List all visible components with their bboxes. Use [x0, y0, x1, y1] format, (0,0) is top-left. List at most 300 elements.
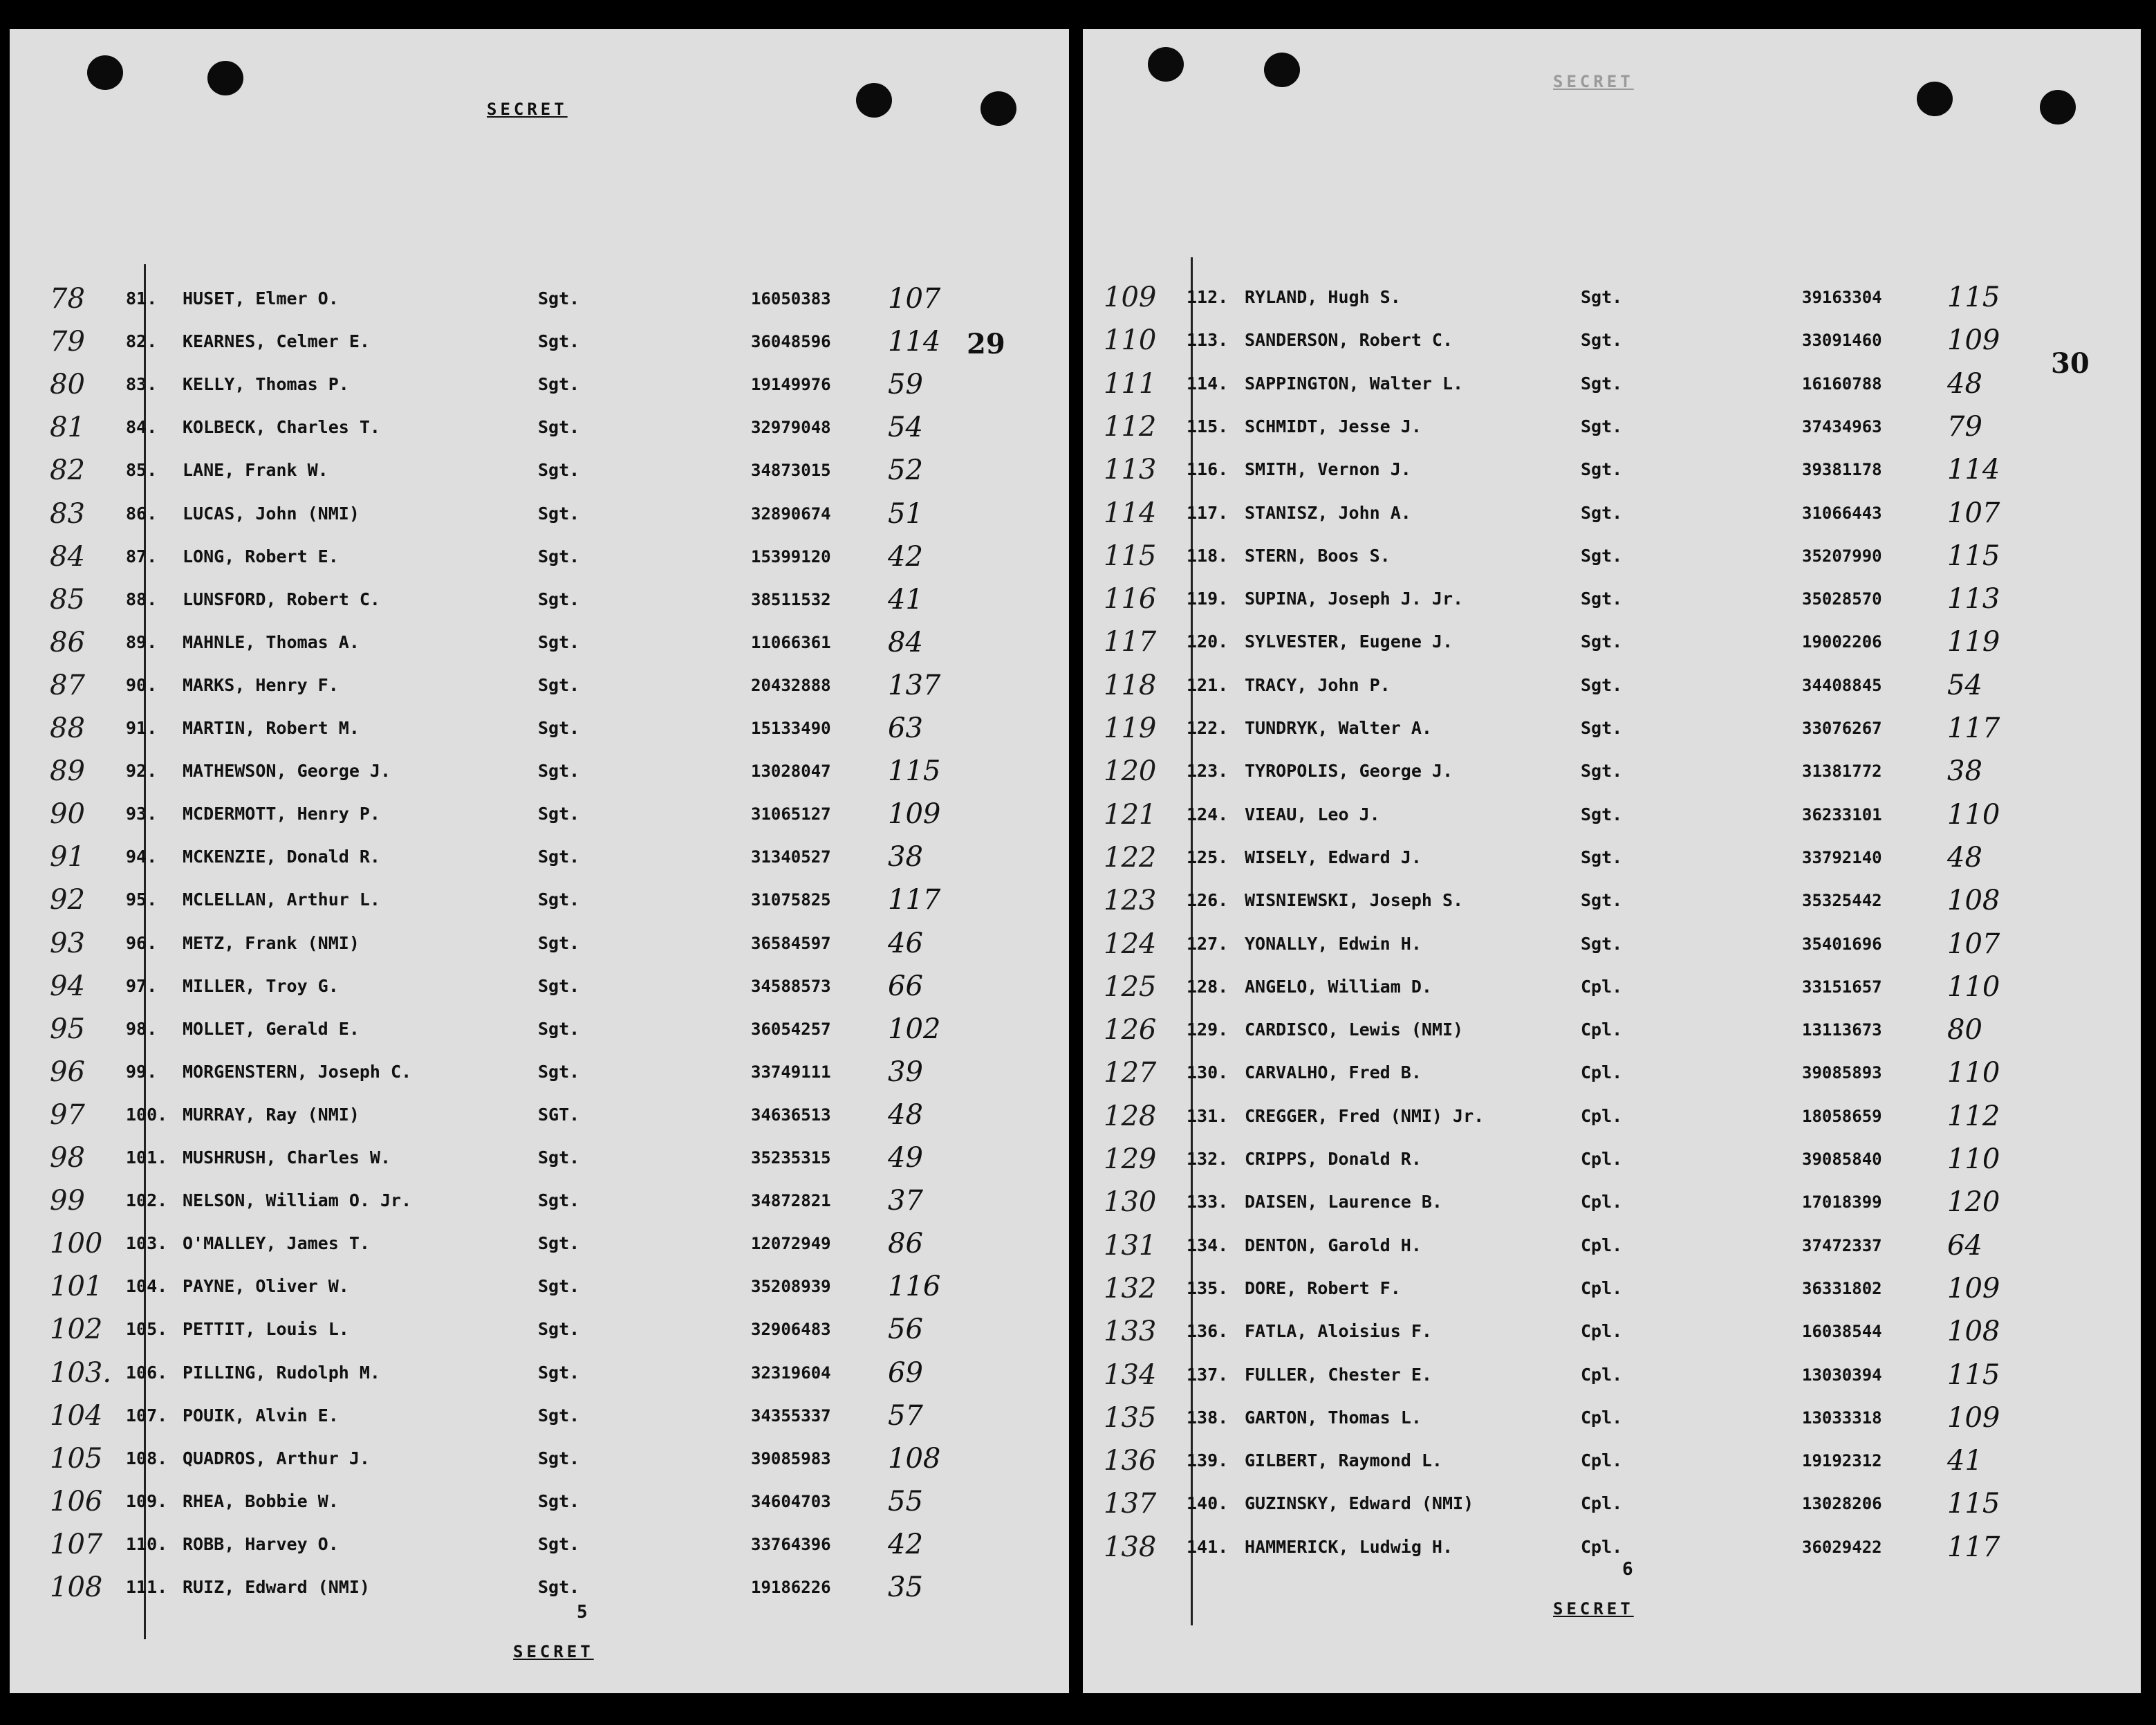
entry-number: 91. — [126, 718, 158, 738]
rank: Sgt. — [538, 718, 580, 738]
soldier-name: RYLAND, Hugh S. — [1245, 287, 1401, 307]
rank: Sgt. — [538, 889, 580, 910]
table-row — [10, 1270, 1069, 1303]
soldier-name: LANE, Frank W. — [183, 460, 328, 481]
entry-number: 88. — [126, 589, 158, 609]
handwritten-score: 119 — [1947, 626, 2000, 658]
rank: Sgt. — [538, 761, 580, 782]
rank: Sgt. — [538, 1405, 580, 1426]
handwritten-score: 38 — [888, 841, 923, 874]
table-row — [1083, 367, 2141, 400]
entry-number: 119. — [1187, 589, 1229, 609]
soldier-name: DORE, Robert F. — [1245, 1277, 1401, 1298]
serial-number: 35208939 — [751, 1277, 831, 1297]
handwritten-tally: 88 — [50, 712, 85, 744]
handwritten-score: 117 — [1947, 1531, 2000, 1563]
handwritten-score: 39 — [888, 1055, 923, 1088]
rank: Sgt. — [538, 546, 580, 566]
handwritten-tally: 109 — [1104, 282, 1157, 313]
entry-number: 95. — [126, 889, 158, 910]
table-row — [10, 583, 1069, 616]
handwritten-tally: 102 — [50, 1313, 103, 1346]
entry-number: 123. — [1187, 761, 1229, 782]
soldier-name: HAMMERICK, Ludwig H. — [1245, 1536, 1453, 1557]
table-row — [10, 411, 1069, 444]
soldier-name: ANGELO, William D. — [1245, 976, 1432, 997]
handwritten-score: 86 — [888, 1228, 923, 1260]
rank: Cpl. — [1581, 1536, 1623, 1557]
soldier-name: MUSHRUSH, Charles W. — [183, 1147, 391, 1168]
handwritten-tally: 112 — [1104, 410, 1157, 443]
table-row — [1083, 798, 2141, 831]
rank: Cpl. — [1581, 1493, 1623, 1514]
handwritten-score: 117 — [888, 884, 941, 916]
rank: Sgt. — [538, 847, 580, 867]
soldier-name: TUNDRYK, Walter A. — [1245, 718, 1432, 738]
soldier-name: WISNIEWSKI, Joseph S. — [1245, 890, 1464, 911]
handwritten-score: 52 — [888, 454, 923, 487]
serial-number: 32979048 — [751, 418, 831, 438]
soldier-name: PETTIT, Louis L. — [183, 1319, 349, 1340]
handwritten-tally: 106 — [50, 1485, 103, 1518]
rank: Sgt. — [538, 1577, 580, 1597]
serial-number: 33792140 — [1802, 847, 1882, 867]
serial-number: 38511532 — [751, 589, 831, 609]
handwritten-score: 48 — [1947, 367, 1982, 400]
handwritten-score: 42 — [888, 1528, 923, 1560]
entry-number: 96. — [126, 932, 158, 953]
table-row — [1083, 1444, 2141, 1477]
handwritten-score: 48 — [888, 1098, 923, 1131]
handwritten-score: 117 — [1947, 712, 2000, 744]
handwritten-score: 48 — [1947, 841, 1982, 874]
entry-number: 94. — [126, 847, 158, 867]
serial-number: 13028206 — [1802, 1494, 1882, 1514]
entry-number: 132. — [1187, 1149, 1229, 1169]
table-row — [10, 712, 1069, 745]
serial-number: 34355337 — [751, 1405, 831, 1426]
entry-number: 105. — [126, 1319, 168, 1340]
soldier-name: FATLA, Aloisius F. — [1245, 1321, 1432, 1342]
handwritten-tally: 129 — [1104, 1143, 1157, 1175]
table-row — [1083, 970, 2141, 1004]
entry-number: 93. — [126, 804, 158, 824]
handwritten-tally: 105 — [50, 1442, 103, 1475]
serial-number: 33091460 — [1802, 331, 1882, 351]
serial-number: 36233101 — [1802, 804, 1882, 824]
rank: Cpl. — [1581, 1321, 1623, 1342]
table-row — [10, 282, 1069, 315]
entry-number: 129. — [1187, 1020, 1229, 1040]
handwritten-score: 108 — [1947, 1316, 2000, 1348]
handwritten-tally: 123 — [1104, 885, 1157, 917]
table-row — [10, 1485, 1069, 1518]
entry-number: 98. — [126, 1018, 158, 1039]
rank: Sgt. — [538, 503, 580, 524]
serial-number: 31340527 — [751, 847, 831, 867]
entry-number: 84. — [126, 417, 158, 438]
serial-number: 34873015 — [751, 461, 831, 481]
rank: Sgt. — [538, 674, 580, 695]
handwritten-tally: 122 — [1104, 841, 1157, 874]
table-row — [10, 1055, 1069, 1089]
table-row — [1083, 1272, 2141, 1305]
serial-number: 34636513 — [751, 1105, 831, 1125]
serial-number: 33076267 — [1802, 719, 1882, 738]
handwritten-score: 79 — [1947, 410, 1982, 443]
entry-number: 122. — [1187, 718, 1229, 738]
handwritten-tally: 94 — [50, 970, 85, 1002]
handwritten-tally: 131 — [1104, 1229, 1157, 1262]
table-row — [10, 1184, 1069, 1217]
rank: Cpl. — [1581, 1149, 1623, 1169]
table-row — [10, 497, 1069, 531]
handwritten-score: 107 — [1947, 928, 2000, 960]
table-row — [1083, 625, 2141, 658]
handwritten-tally: 86 — [50, 626, 85, 658]
handwritten-tally: 82 — [50, 454, 85, 487]
soldier-name: TYROPOLIS, George J. — [1245, 761, 1453, 782]
handwritten-tally: 96 — [50, 1055, 85, 1088]
rank: Sgt. — [1581, 847, 1623, 867]
soldier-name: GUZINSKY, Edward (NMI) — [1245, 1493, 1474, 1514]
soldier-name: KELLY, Thomas P. — [183, 374, 349, 395]
serial-number: 16160788 — [1802, 373, 1882, 394]
handwritten-tally: 128 — [1104, 1100, 1157, 1132]
handwritten-tally: 118 — [1104, 669, 1157, 701]
rank: Sgt. — [538, 1491, 580, 1511]
handwritten-tally: 97 — [50, 1098, 85, 1131]
serial-number: 12072949 — [751, 1234, 831, 1254]
table-row — [10, 1141, 1069, 1174]
handwritten-tally: 127 — [1104, 1057, 1157, 1089]
table-row — [10, 970, 1069, 1003]
serial-number: 35028570 — [1802, 589, 1882, 609]
serial-number: 35401696 — [1802, 934, 1882, 954]
handwritten-tally: 104 — [50, 1399, 103, 1432]
soldier-name: SCHMIDT, Jesse J. — [1245, 416, 1422, 436]
rank: Cpl. — [1581, 1364, 1623, 1385]
handwritten-tally: 89 — [50, 755, 85, 788]
table-row — [1083, 453, 2141, 486]
rank: Sgt. — [1581, 589, 1623, 609]
serial-number: 31075825 — [751, 890, 831, 910]
rank: Sgt. — [1581, 330, 1623, 351]
entry-number: 138. — [1187, 1407, 1229, 1428]
table-row — [10, 927, 1069, 960]
table-row — [1083, 1056, 2141, 1089]
handwritten-tally: 83 — [50, 497, 85, 530]
soldier-name: DENTON, Garold H. — [1245, 1235, 1422, 1255]
table-row — [1083, 281, 2141, 314]
handwritten-score: 80 — [1947, 1014, 1982, 1046]
soldier-name: LUNSFORD, Robert C. — [183, 589, 380, 609]
table-row — [1083, 1100, 2141, 1133]
serial-number: 33151657 — [1802, 977, 1882, 997]
punch-hole — [856, 83, 892, 118]
entry-number: 83. — [126, 374, 158, 395]
rank: Sgt. — [1581, 459, 1623, 480]
soldier-name: DAISEN, Laurence B. — [1245, 1192, 1442, 1212]
handwritten-tally: 107 — [50, 1528, 103, 1560]
rank: Sgt. — [1581, 718, 1623, 738]
serial-number: 36048596 — [751, 332, 831, 352]
handwritten-score: 42 — [888, 540, 923, 573]
handwritten-tally: 92 — [50, 884, 85, 916]
serial-number: 19192312 — [1802, 1451, 1882, 1471]
handwritten-tally: 98 — [50, 1142, 85, 1174]
entry-number: 89. — [126, 631, 158, 652]
table-row — [10, 540, 1069, 573]
table-row — [1083, 1358, 2141, 1392]
rank: Sgt. — [538, 975, 580, 996]
entry-number: 141. — [1187, 1536, 1229, 1557]
table-row — [1083, 1229, 2141, 1262]
serial-number: 37434963 — [1802, 416, 1882, 436]
handwritten-score: 108 — [1947, 885, 2000, 917]
rank: Sgt. — [538, 417, 580, 438]
serial-number: 13028047 — [751, 762, 831, 782]
serial-number: 37472337 — [1802, 1235, 1882, 1255]
table-row — [10, 797, 1069, 831]
soldier-name: MILLER, Troy G. — [183, 975, 339, 996]
punch-hole — [87, 55, 123, 90]
handwritten-score: 51 — [888, 497, 923, 530]
table-row — [10, 1356, 1069, 1390]
table-row — [1083, 582, 2141, 616]
handwritten-tally: 124 — [1104, 928, 1157, 960]
soldier-name: SUPINA, Joseph J. Jr. — [1245, 589, 1464, 609]
serial-number: 39163304 — [1802, 288, 1882, 307]
handwritten-tally: 117 — [1104, 626, 1157, 658]
entry-number: 111. — [126, 1577, 168, 1597]
handwritten-score: 46 — [888, 927, 923, 959]
handwritten-score: 55 — [888, 1485, 923, 1518]
soldier-name: MARTIN, Robert M. — [183, 718, 360, 738]
page-stamp: 30 — [2051, 347, 2090, 380]
table-row — [1083, 1315, 2141, 1348]
handwritten-tally: 136 — [1104, 1445, 1157, 1477]
rank: Sgt. — [538, 374, 580, 395]
soldier-name: TRACY, John P. — [1245, 674, 1391, 695]
table-row — [10, 1528, 1069, 1561]
handwritten-tally: 134 — [1104, 1358, 1157, 1391]
soldier-name: MOLLET, Gerald E. — [183, 1018, 360, 1039]
rank: Sgt. — [1581, 373, 1623, 394]
rank: Sgt. — [1581, 674, 1623, 695]
serial-number: 34604703 — [751, 1491, 831, 1511]
page-number: 5 — [577, 1602, 588, 1623]
rank: Sgt. — [538, 1362, 580, 1383]
soldier-name: PILLING, Rudolph M. — [183, 1362, 380, 1383]
serial-number: 31381772 — [1802, 762, 1882, 782]
rank: Sgt. — [538, 1233, 580, 1254]
serial-number: 34872821 — [751, 1191, 831, 1211]
handwritten-tally: 116 — [1104, 583, 1157, 616]
handwritten-score: 64 — [1947, 1229, 1982, 1262]
page-footer: SECRET — [1553, 1599, 1634, 1618]
handwritten-score: 41 — [888, 583, 923, 616]
handwritten-tally: 85 — [50, 583, 85, 616]
handwritten-score: 109 — [888, 798, 941, 831]
handwritten-tally: 91 — [50, 841, 85, 874]
punch-hole — [1148, 47, 1184, 82]
handwritten-tally: 119 — [1104, 712, 1157, 744]
table-row — [10, 1442, 1069, 1475]
entry-number: 127. — [1187, 933, 1229, 954]
serial-number: 36029422 — [1802, 1537, 1882, 1557]
soldier-name: VIEAU, Leo J. — [1245, 804, 1380, 824]
handwritten-score: 108 — [888, 1442, 941, 1475]
soldier-name: SYLVESTER, Eugene J. — [1245, 631, 1453, 652]
handwritten-score: 109 — [1947, 1401, 2000, 1434]
handwritten-tally: 93 — [50, 927, 85, 959]
handwritten-tally: 135 — [1104, 1401, 1157, 1434]
handwritten-score: 107 — [1947, 497, 2000, 529]
handwritten-tally: 132 — [1104, 1272, 1157, 1304]
soldier-name: POUIK, Alvin E. — [183, 1405, 339, 1426]
rank: Sgt. — [538, 331, 580, 352]
entry-number: 101. — [126, 1147, 168, 1168]
handwritten-tally: 130 — [1104, 1186, 1157, 1219]
handwritten-score: 114 — [888, 326, 941, 358]
punch-hole — [2040, 90, 2076, 124]
table-row — [1083, 884, 2141, 917]
soldier-name: GARTON, Thomas L. — [1245, 1407, 1422, 1428]
soldier-name: MARKS, Henry F. — [183, 674, 339, 695]
rank: Cpl. — [1581, 1450, 1623, 1471]
table-row — [1083, 928, 2141, 961]
table-row — [10, 1098, 1069, 1132]
rank: Sgt. — [1581, 502, 1623, 523]
rank: Sgt. — [538, 288, 580, 308]
handwritten-score: 110 — [1947, 798, 2000, 831]
rank: Cpl. — [1581, 1062, 1623, 1083]
serial-number: 36331802 — [1802, 1278, 1882, 1298]
table-row — [1083, 669, 2141, 702]
handwritten-score: 66 — [888, 970, 923, 1002]
serial-number: 35235315 — [751, 1148, 831, 1168]
table-row — [1083, 1013, 2141, 1046]
soldier-name: MATHEWSON, George J. — [183, 761, 391, 782]
entry-number: 82. — [126, 331, 158, 352]
table-row — [10, 1399, 1069, 1432]
serial-number: 35207990 — [1802, 546, 1882, 566]
handwritten-score: 113 — [1947, 583, 2000, 616]
serial-number: 39085893 — [1802, 1063, 1882, 1083]
soldier-name: LONG, Robert E. — [183, 546, 339, 566]
punch-hole — [207, 61, 243, 95]
entry-number: 116. — [1187, 459, 1229, 480]
handwritten-score: 107 — [888, 283, 941, 315]
entry-number: 112. — [1187, 287, 1229, 307]
handwritten-score: 41 — [1947, 1445, 1982, 1477]
entry-number: 99. — [126, 1061, 158, 1082]
soldier-name: NELSON, William O. Jr. — [183, 1190, 412, 1211]
handwritten-score: 63 — [888, 712, 923, 744]
entry-number: 110. — [126, 1533, 168, 1554]
left-page — [10, 29, 1069, 1693]
serial-number: 15399120 — [751, 546, 831, 566]
soldier-name: CARDISCO, Lewis (NMI) — [1245, 1020, 1464, 1040]
handwritten-tally: 95 — [50, 1013, 85, 1045]
serial-number: 16050383 — [751, 289, 831, 308]
serial-number: 34408845 — [1802, 675, 1882, 695]
entry-number: 90. — [126, 674, 158, 695]
rank: Sgt. — [1581, 761, 1623, 782]
serial-number: 18058659 — [1802, 1106, 1882, 1126]
rank: SGT. — [538, 1104, 580, 1125]
entry-number: 87. — [126, 546, 158, 566]
handwritten-score: 54 — [1947, 669, 1982, 701]
entry-number: 115. — [1187, 416, 1229, 436]
handwritten-tally: 84 — [50, 540, 85, 573]
handwritten-score: 114 — [1947, 454, 2000, 486]
punch-hole — [981, 91, 1016, 126]
soldier-name: MCLELLAN, Arthur L. — [183, 889, 380, 910]
soldier-name: KOLBECK, Charles T. — [183, 417, 380, 438]
handwritten-score: 110 — [1947, 970, 2000, 1003]
soldier-name: STANISZ, John A. — [1245, 502, 1411, 523]
table-row — [1083, 324, 2141, 357]
table-row — [1083, 539, 2141, 573]
entry-number: 121. — [1187, 674, 1229, 695]
handwritten-tally: 115 — [1104, 539, 1157, 572]
handwritten-score: 115 — [1947, 1358, 2000, 1391]
table-row — [10, 1313, 1069, 1346]
entry-number: 130. — [1187, 1062, 1229, 1083]
entry-number: 102. — [126, 1190, 168, 1211]
table-row — [10, 755, 1069, 788]
rank: Sgt. — [1581, 631, 1623, 652]
table-row — [10, 669, 1069, 702]
handwritten-tally: 87 — [50, 669, 85, 701]
table-row — [10, 840, 1069, 874]
handwritten-tally: 126 — [1104, 1014, 1157, 1046]
handwritten-score: 110 — [1947, 1143, 2000, 1175]
handwritten-score: 109 — [1947, 1272, 2000, 1304]
page-header: SECRET — [1553, 72, 1634, 91]
soldier-name: O'MALLEY, James T. — [183, 1233, 370, 1254]
entry-number: 92. — [126, 761, 158, 782]
table-row — [10, 1013, 1069, 1046]
entry-number: 135. — [1187, 1277, 1229, 1298]
entry-number: 140. — [1187, 1493, 1229, 1514]
table-row — [1083, 712, 2141, 745]
rank: Sgt. — [538, 1319, 580, 1340]
handwritten-tally: 81 — [50, 412, 85, 444]
handwritten-tally: 99 — [50, 1185, 85, 1217]
serial-number: 36054257 — [751, 1019, 831, 1039]
handwritten-tally: 114 — [1104, 497, 1157, 529]
serial-number: 11066361 — [751, 632, 831, 652]
soldier-name: ROBB, Harvey O. — [183, 1533, 339, 1554]
handwritten-tally: 79 — [50, 326, 85, 358]
handwritten-tally: 121 — [1104, 798, 1157, 831]
entry-number: 131. — [1187, 1105, 1229, 1126]
serial-number: 13113673 — [1802, 1020, 1882, 1040]
entry-number: 136. — [1187, 1321, 1229, 1342]
serial-number: 13030394 — [1802, 1365, 1882, 1385]
handwritten-tally: 90 — [50, 798, 85, 831]
serial-number: 33764396 — [751, 1534, 831, 1554]
handwritten-tally: 133 — [1104, 1316, 1157, 1348]
rank: Sgt. — [538, 804, 580, 824]
rank: Sgt. — [538, 1276, 580, 1297]
serial-number: 33749111 — [751, 1062, 831, 1082]
handwritten-tally: 111 — [1104, 367, 1157, 400]
handwritten-tally: 137 — [1104, 1488, 1157, 1520]
